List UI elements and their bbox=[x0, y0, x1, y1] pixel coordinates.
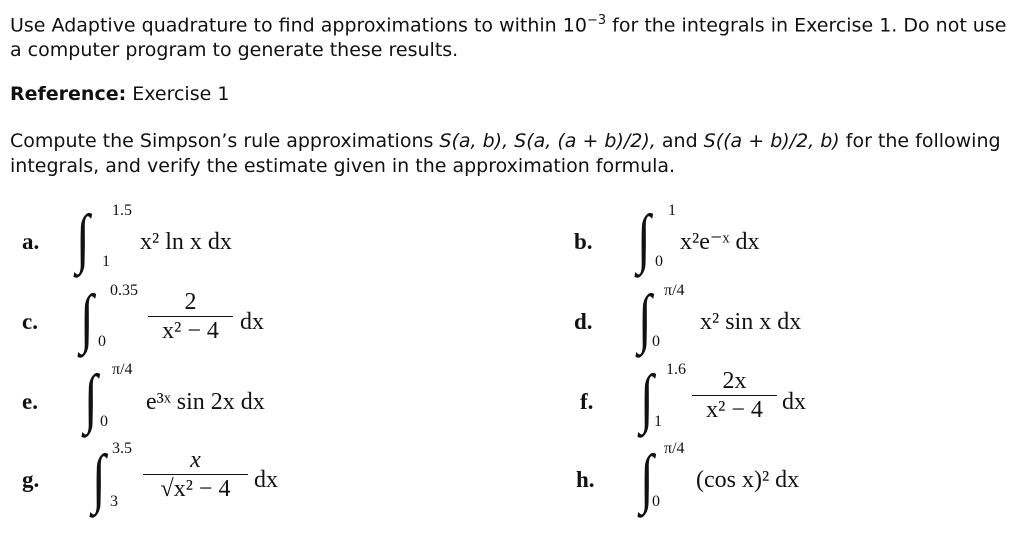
reference-label: Reference: bbox=[10, 83, 127, 105]
instruction-math-2: S((a + b)/2, b) bbox=[703, 130, 840, 152]
integral-sign: ∫ bbox=[80, 282, 94, 355]
problem-exponent: −3 bbox=[586, 13, 607, 28]
lower-limit: 1 bbox=[654, 413, 662, 430]
fraction bbox=[148, 288, 233, 345]
upper-limit: 1.5 bbox=[112, 202, 132, 219]
integrand: x² sin x dx bbox=[700, 309, 802, 335]
lower-limit: 0 bbox=[100, 413, 108, 430]
instruction-math-1: S(a, b), S(a, (a + b)/2), bbox=[439, 130, 656, 152]
item-label: g. bbox=[22, 467, 40, 492]
item-label: a. bbox=[22, 229, 40, 254]
integrand: e³ˣ sin 2x dx bbox=[146, 389, 265, 415]
problem-text-part1: Use Adaptive quadrature to find approximations to within 10 bbox=[10, 14, 587, 37]
item-label: h. bbox=[576, 467, 595, 492]
numerator: 2x bbox=[722, 368, 747, 394]
integral-sign: ∫ bbox=[92, 442, 106, 515]
integral-sign: ∫ bbox=[76, 202, 90, 275]
upper-limit: 1.6 bbox=[666, 361, 686, 378]
item-label: e. bbox=[22, 389, 38, 414]
item-label: b. bbox=[574, 229, 593, 254]
integral-sign: ∫ bbox=[84, 362, 98, 435]
exercise-instruction bbox=[10, 129, 1010, 179]
integrand: x²e⁻ˣ dx bbox=[680, 229, 760, 255]
integral-sign: ∫ bbox=[638, 282, 652, 355]
numerator: x bbox=[190, 447, 201, 473]
denominator: x² − 4 bbox=[706, 397, 763, 423]
integral-sign: ∫ bbox=[637, 202, 651, 275]
upper-limit: 1 bbox=[668, 202, 676, 219]
differential: dx bbox=[782, 389, 806, 415]
lower-limit: 1 bbox=[102, 253, 110, 270]
upper-limit: 0.35 bbox=[110, 282, 138, 299]
instruction-text-2: and bbox=[655, 130, 704, 152]
differential: dx bbox=[240, 309, 264, 335]
lower-limit: 0 bbox=[652, 333, 660, 350]
problem-statement bbox=[10, 8, 1010, 63]
item-label: c. bbox=[22, 309, 38, 334]
item-label: d. bbox=[574, 309, 593, 334]
upper-limit: π/4 bbox=[664, 440, 685, 457]
fraction bbox=[143, 446, 248, 503]
differential: dx bbox=[254, 467, 278, 493]
reference-line bbox=[10, 82, 229, 107]
denominator: x² − 4 bbox=[162, 318, 219, 344]
integrand: x² ln x dx bbox=[140, 229, 232, 255]
numerator: 2 bbox=[184, 289, 197, 315]
instruction-text-1: Compute the Simpson’s rule approximations bbox=[10, 130, 440, 152]
lower-limit: 0 bbox=[98, 333, 106, 350]
denominator: √x² − 4 bbox=[160, 476, 231, 502]
upper-limit: π/4 bbox=[112, 361, 133, 378]
lower-limit: 0 bbox=[655, 253, 663, 270]
lower-limit: 3 bbox=[110, 493, 118, 510]
integral-sign: ∫ bbox=[640, 442, 654, 515]
fraction bbox=[692, 367, 777, 424]
item-label: f. bbox=[580, 389, 594, 414]
reference-text: Exercise 1 bbox=[126, 83, 230, 105]
lower-limit: 0 bbox=[652, 493, 660, 510]
upper-limit: 3.5 bbox=[112, 440, 132, 457]
integrand: (cos x)² dx bbox=[696, 467, 800, 493]
instruction-text-3: for the following integrals, and verify the estimate given in the approximation formula. bbox=[10, 130, 1001, 177]
integral-sign: ∫ bbox=[640, 362, 654, 435]
problem-text-part2: for the integrals in Exercise 1. Do not use a computer program to generate these results. bbox=[10, 14, 1007, 62]
upper-limit: π/4 bbox=[664, 282, 685, 299]
